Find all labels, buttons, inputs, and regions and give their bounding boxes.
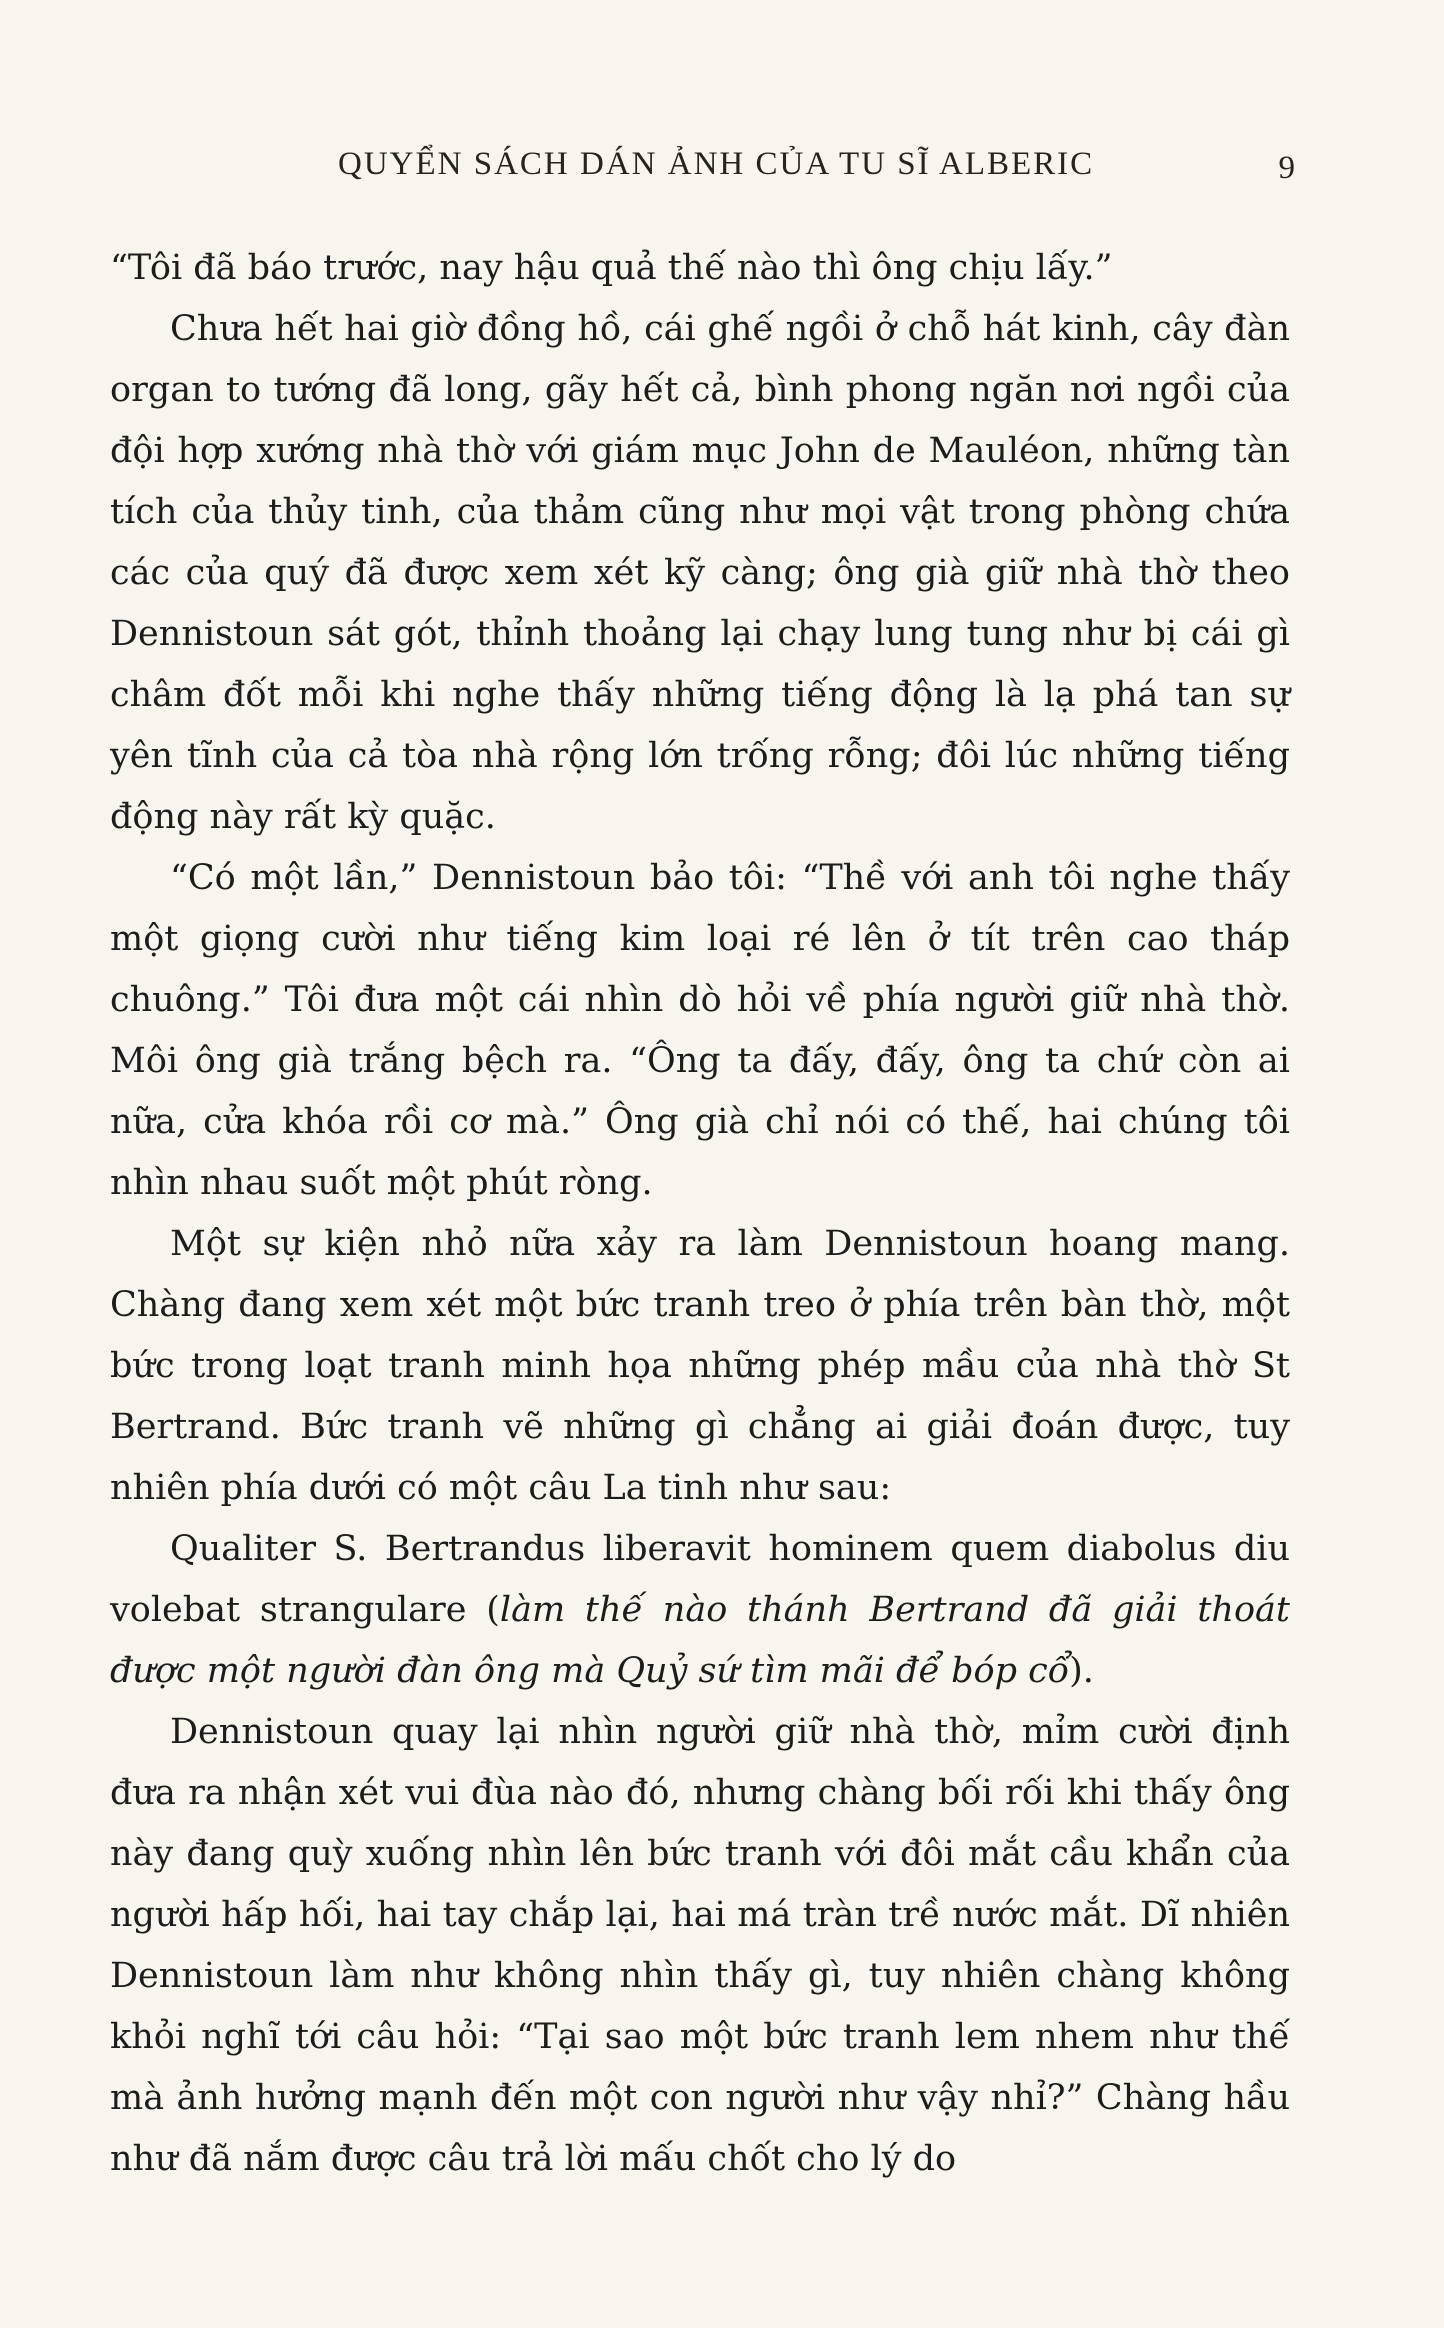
paragraph-5-latin-quote [110, 1519, 1290, 1702]
paragraph-3: “Có một lần,” Dennistoun bảo tôi: “Thề với anh tôi nghe thấy một giọng cười như tiếng kim loại ré lên ở tít trên cao tháp chuông.” Tôi đưa một cái nhìn dò hỏi về phía người giữ nhà thờ. Môi ông già trắng bệch ra. “Ông ta đấy, đấy, ông ta chứ còn ai nữa, cửa khóa rồi cơ mà.” Ông già chỉ nói có thế, hai chúng tôi nhìn nhau suốt một phút ròng. [110, 858, 1290, 1203]
body-text [110, 238, 1290, 2190]
page-number: 9 [1278, 150, 1295, 186]
latin-quote: Qualiter S. Bertrandus liberavit hominem quem diabolus diu volebat strangulare [110, 1529, 1290, 1630]
paragraph-4: Một sự kiện nhỏ nữa xảy ra làm Dennistoun hoang mang. Chàng đang xem xét một bức tranh treo ở phía trên bàn thờ, một bức trong loạt tranh minh họa những phép mầu của nhà thờ St Bertrand. Bức tranh vẽ những gì chẳng ai giải đoán được, tuy nhiên phía dưới có một câu La tinh như sau: [110, 1224, 1290, 1508]
page-header [110, 146, 1295, 196]
translation-close: ). [1069, 1651, 1094, 1691]
paragraph-2: Chưa hết hai giờ đồng hồ, cái ghế ngồi ở chỗ hát kinh, cây đàn organ to tướng đã long, gãy hết cả, bình phong ngăn nơi ngồi của đội hợp xướng nhà thờ với giám mục John de Mauléon, những tàn tích của thủy tinh, của thảm cũng như mọi vật trong phòng chứa các của quý đã được xem xét kỹ càng; ông già giữ nhà thờ theo Dennistoun sát gót, thỉnh thoảng lại chạy lung tung như bị cái gì châm đốt mỗi khi nghe thấy những tiếng động là lạ phá tan sự yên tĩnh của cả tòa nhà rộng lớn trống rỗng; đôi lúc những tiếng động này rất kỳ quặc. [110, 309, 1290, 837]
paragraph-6: Dennistoun quay lại nhìn người giữ nhà thờ, mỉm cười định đưa ra nhận xét vui đùa nào đó, nhưng chàng bối rối khi thấy ông này đang quỳ xuống nhìn lên bức tranh với đôi mắt cầu khẩn của người hấp hối, hai tay chắp lại, hai má tràn trề nước mắt. Dĩ nhiên Dennistoun làm như không nhìn thấy gì, tuy nhiên chàng không khỏi nghĩ tới câu hỏi: “Tại sao một bức tranh lem nhem như thế mà ảnh hưởng mạnh đến một con người như vậy nhỉ?” Chàng hầu như đã nắm được câu trả lời mấu chốt cho lý do [110, 1712, 1290, 2179]
paragraph-1: “Tôi đã báo trước, nay hậu quả thế nào thì ông chịu lấy.” [110, 248, 1113, 288]
translation-open: ( [466, 1590, 500, 1630]
running-title: QUYỂN SÁCH DÁN ẢNH CỦA TU SĨ ALBERIC [338, 146, 1095, 182]
latin-translation: làm thế nào thánh Bertrand đã giải thoát được một người đàn ông mà Quỷ sứ tìm mãi để bóp cổ [110, 1590, 1290, 1691]
